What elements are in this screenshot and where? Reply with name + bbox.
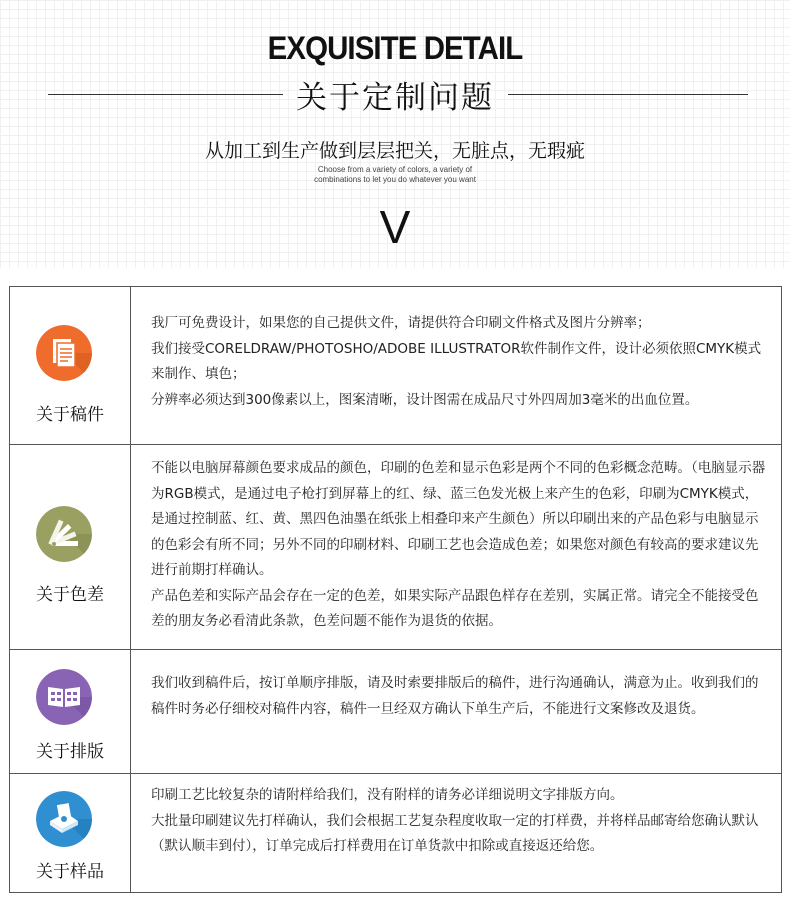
section-content [151,456,766,635]
heading-rule-right [508,94,748,95]
section-label: 关于稿件 [36,405,104,425]
document-icon [36,325,92,381]
section-label: 关于样品 [36,862,104,882]
content-line: 不能以电脑屏幕颜色要求成品的颜色，印刷的色差和显示色彩是两个不同的色彩概念范畴。（电脑显示器为RGB模式，是通过电子枪打到屏幕上的红、绿、蓝三色发光极上来产生的色彩，印刷为CMYK模式，是通过控制蓝、红、黄、黑四色油墨在纸张上相叠印来产生颜色）所以印刷出来的产品色彩与电脑显示的色彩会有所不同；另外不同的印刷材料、印刷工艺也会造成色差；如果您对颜色有较高的要求建议先进行前期打样确认。 [151,460,766,578]
small-english-line-2: combinations to let you do whatever you want [314,175,476,184]
content-line: 我们接受CORELDRAW/PHOTOSHO/ADOBE ILLUSTRATOR软件制作文件，设计必须依照CMYK模式来制作、填色； [151,340,762,382]
content-line: 大批量印刷建议先打样确认，我们会根据工艺复杂程度收取一定的打样费，并将样品邮寄给您确认默认（默认顺丰到付），订单完成后打样费用在订单货款中扣除或直接返还给您。 [151,812,759,854]
section-label-cell [10,287,131,444]
small-english-caption [0,165,790,185]
tagline: 从加工到生产做到层层把关，无脏点，无瑕疵 [204,140,585,162]
small-english-line-1: Choose from a variety of colors, a variety of [317,165,473,174]
v-mark: V [379,201,411,253]
section-row-manuscript [10,287,781,445]
content-line: 产品色差和实际产品会存在一定的色差，如果实际产品跟色样存在差别，实属正常。请完全不能接受色差的朋友务必看清此条款，色差问题不能作为退货的依据。 [151,587,759,629]
content-line: 我厂可免费设计，如果您的自己提供文件，请提供符合印刷文件格式及图片分辨率； [151,315,651,331]
section-row-layout [10,649,781,774]
section-label: 关于色差 [36,585,104,605]
section-content [151,671,766,722]
section-row-sample [10,773,781,892]
info-table [9,286,782,893]
section-label-cell [10,444,131,649]
content-line: 我们收到稿件后，按订单顺序排版，请及时索要排版后的稿件，进行沟通确认，满意为止。收到我们的稿件时务必仔细校对稿件内容，稿件一旦经双方确认下单生产后，不能进行文案修改及退货。 [151,675,759,717]
heading-english: EXQUISITE DETAIL [267,30,523,66]
section-row-color-difference [10,444,781,650]
open-book-icon [36,669,92,725]
section-content [151,311,766,413]
section-content [151,783,766,860]
color-swatch-icon [36,506,92,562]
section-label-cell [10,773,131,892]
section-label: 关于排版 [36,742,104,762]
content-line: 印刷工艺比较复杂的请附样给我们，没有附样的请务必详细说明文字排版方向。 [151,787,624,803]
section-label-cell [10,649,131,773]
content-line: 分辨率必须达到300像素以上，图案清晰，设计图需在成品尺寸外四周加3毫米的出血位置。 [151,391,699,408]
sample-box-icon [36,791,92,847]
heading-chinese: 关于定制问题 [296,80,494,116]
heading-row [0,72,790,120]
